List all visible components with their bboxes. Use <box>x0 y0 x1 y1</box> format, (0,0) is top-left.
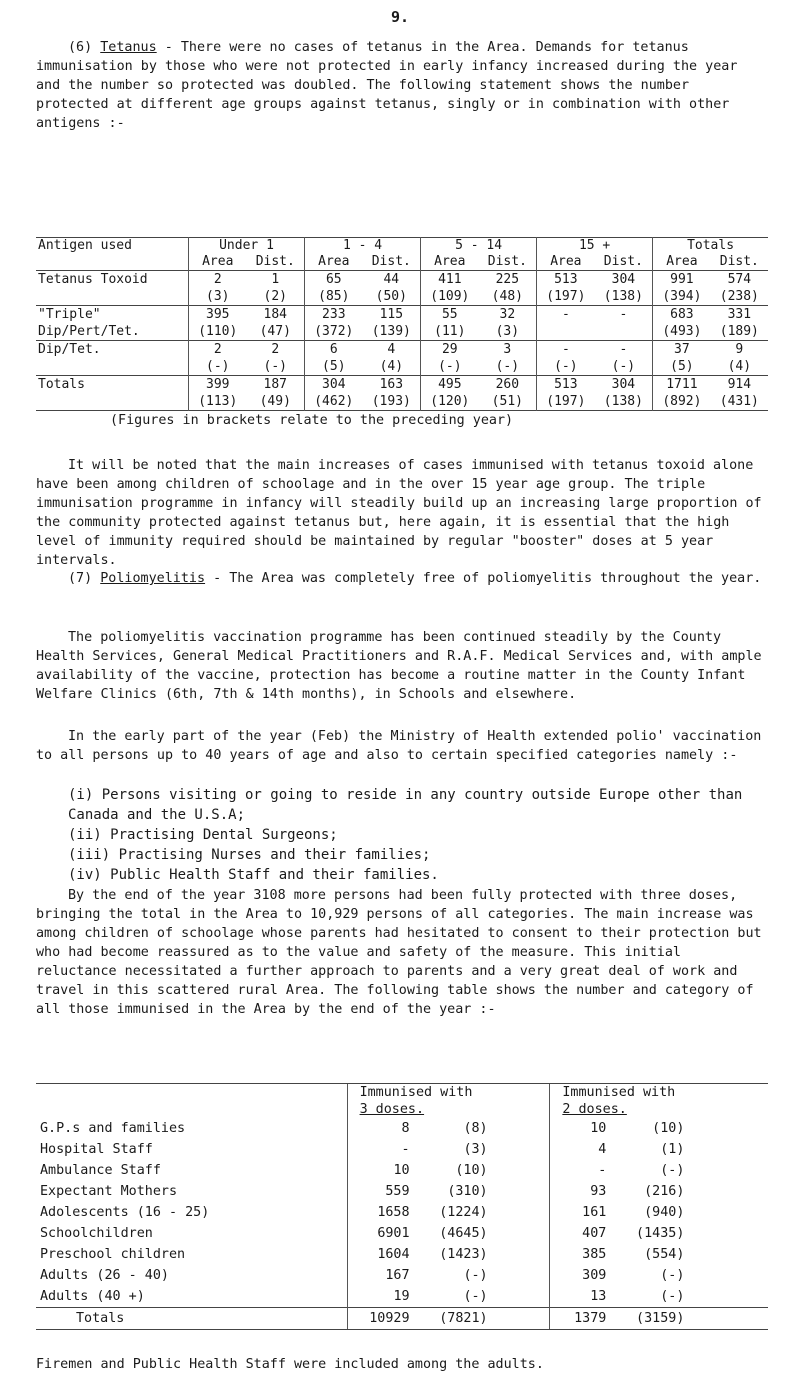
table-row-previous <box>36 358 768 376</box>
cell-previous: (431) <box>719 394 759 409</box>
cell-previous: (238) <box>719 289 759 304</box>
value-3-doses-previous: (-) <box>463 1289 488 1304</box>
cell-previous: (113) <box>189 393 247 411</box>
polio-heading-num: (7) <box>68 571 93 586</box>
cell-current: 1 <box>271 272 280 287</box>
page-number: 9. <box>390 8 410 26</box>
value-2-doses: 4 <box>598 1142 607 1157</box>
value-3-doses: 10929 <box>369 1311 410 1326</box>
value-2-doses: - <box>598 1163 607 1178</box>
cell-current: 304 <box>305 376 363 394</box>
value-3-doses-previous: (3) <box>463 1142 488 1157</box>
row-label: Preschool children <box>40 1247 186 1262</box>
cell-current: 4 <box>387 342 396 357</box>
cell-previous: (11) <box>421 323 479 341</box>
cell-current: 513 <box>537 376 595 394</box>
cell-previous: (193) <box>371 394 411 409</box>
cell-current: 399 <box>189 376 247 394</box>
table-row-previous <box>36 323 768 341</box>
row-label: Expectant Mothers <box>40 1184 178 1199</box>
sub-header-dist: Dist. <box>255 254 295 269</box>
polio-paragraph-1: The poliomyelitis vaccination programme has been continued steadily by the County Health Services, General Medical Practitioners and R.A.F. Medical Services and, with ample availability of the vaccine, protection has become a routine matter in the County Infant Welfare Clinics (6th, 7th & 14th months), in Schools and elsewhere. <box>36 630 762 702</box>
cell-current: 6 <box>305 341 363 359</box>
value-2-doses: 93 <box>590 1184 607 1199</box>
value-2-doses-previous: (940) <box>644 1205 685 1220</box>
sub-header-area: Area <box>537 254 595 271</box>
cell-previous: (892) <box>653 393 711 411</box>
value-3-doses-previous: (8) <box>463 1121 488 1136</box>
sub-header-dist: Dist. <box>719 254 759 269</box>
group-header-under1: Under 1 <box>189 238 305 255</box>
cell-previous <box>595 323 653 341</box>
table-row <box>36 1265 768 1286</box>
cell-previous: (4) <box>727 359 752 374</box>
value-3-doses-previous: (10) <box>455 1163 488 1178</box>
cell-current: 683 <box>653 306 711 324</box>
cell-current: 991 <box>653 271 711 289</box>
value-2-doses-previous: (-) <box>660 1163 685 1178</box>
sub-header-area: Area <box>305 254 363 271</box>
cell-previous: (5) <box>653 358 711 376</box>
cell-current: 2 <box>189 341 247 359</box>
table-row <box>36 1286 768 1308</box>
value-3-doses-previous: (7821) <box>439 1311 488 1326</box>
cell-current: 225 <box>495 272 520 287</box>
row-label-2: Dip/Pert/Tet. <box>38 324 140 339</box>
cell-previous: (138) <box>603 289 643 304</box>
table-row <box>36 376 768 394</box>
polio-intro-text: - The Area was completely free of poliomyelitis throughout the year. <box>205 571 762 586</box>
table-row <box>36 341 768 359</box>
totals-row <box>36 1308 768 1330</box>
cell-current: 304 <box>611 377 636 392</box>
value-3-doses-previous: (1224) <box>439 1205 488 1220</box>
value-2-doses-previous: (1) <box>660 1142 685 1157</box>
cell-previous: (394) <box>653 288 711 306</box>
value-2-doses: 385 <box>582 1247 607 1262</box>
cell-previous: (197) <box>537 393 595 411</box>
cell-previous: (85) <box>305 288 363 306</box>
cell-current: 260 <box>495 377 520 392</box>
tetanus-heading: Tetanus <box>100 40 157 55</box>
value-3-doses: - <box>401 1142 410 1157</box>
row-label-2 <box>36 393 189 411</box>
group-header-totals: Totals <box>653 238 768 255</box>
cell-previous: (3) <box>189 288 247 306</box>
polio-footnote: Firemen and Public Health Staff were included among the adults. <box>36 1357 544 1372</box>
tetanus-heading-num: (6) <box>68 40 93 55</box>
tetanus-paragraph-2: It will be noted that the main increases of cases immunised with tetanus toxoid alone have been among children of schoolage and in the over 15 year age group. The triple immunisation programme in infancy will steadily build up an increasing large proportion of the community protected against tetanus but, here again, it is essential that the high level of immunity required should be maintained by regular "booster" doses at 5 year intervals. <box>36 458 762 568</box>
cell-current: 37 <box>653 341 711 359</box>
group-header-1-4: 1 - 4 <box>305 238 421 255</box>
list-item: (ii) Practising Dental Surgeons; <box>68 827 338 843</box>
col-header-3-doses-a: Immunised with <box>347 1084 550 1102</box>
cell-current: 187 <box>263 377 288 392</box>
sub-header-dist: Dist. <box>371 254 411 269</box>
row-label: G.P.s and families <box>40 1121 186 1136</box>
value-3-doses: 8 <box>401 1121 410 1136</box>
value-3-doses: 167 <box>385 1268 410 1283</box>
polio-heading: Poliomyelitis <box>100 571 206 586</box>
sub-header-area: Area <box>421 254 479 271</box>
value-3-doses: 1658 <box>377 1205 410 1220</box>
cell-previous: (189) <box>719 324 759 339</box>
polio-paragraph-2: In the early part of the year (Feb) the Ministry of Health extended polio' vaccination to all persons up to 40 years of age and also to certain specified categories namely :- <box>36 729 762 763</box>
col-header-3-doses-b: 3 doses. <box>347 1101 550 1118</box>
cell-current: 233 <box>305 306 363 324</box>
value-2-doses-previous: (-) <box>660 1268 685 1283</box>
cell-current: 55 <box>421 306 479 324</box>
cell-previous: (-) <box>263 359 288 374</box>
value-2-doses: 161 <box>582 1205 607 1220</box>
cell-current: 2 <box>271 342 280 357</box>
cell-current: 1711 <box>653 376 711 394</box>
table-row <box>36 1160 768 1181</box>
value-3-doses: 6901 <box>377 1226 410 1241</box>
cell-previous: (3) <box>495 324 520 339</box>
cell-current: 29 <box>421 341 479 359</box>
row-label: Adolescents (16 - 25) <box>40 1205 210 1220</box>
cell-current: 65 <box>305 271 363 289</box>
value-3-doses: 559 <box>385 1184 410 1199</box>
value-2-doses-previous: (-) <box>660 1289 685 1304</box>
table-row <box>36 1139 768 1160</box>
cell-previous: (-) <box>189 358 247 376</box>
row-label: "Triple" <box>38 307 101 322</box>
cell-current: - <box>619 307 628 322</box>
value-2-doses: 309 <box>582 1268 607 1283</box>
cell-current: 32 <box>499 307 516 322</box>
cell-current: 495 <box>421 376 479 394</box>
list-item: (i) Persons visiting or going to reside in any country outside Europe other than Canada and the U.S.A; <box>68 787 743 823</box>
cell-previous: (4) <box>379 359 404 374</box>
group-header-5-14: 5 - 14 <box>421 238 537 255</box>
value-2-doses: 10 <box>590 1121 607 1136</box>
cell-previous: (-) <box>495 359 520 374</box>
cell-previous: (5) <box>305 358 363 376</box>
table-row <box>36 1181 768 1202</box>
table-row <box>36 306 768 324</box>
value-3-doses: 1604 <box>377 1247 410 1262</box>
cell-previous: (120) <box>421 393 479 411</box>
cell-current: - <box>619 342 628 357</box>
tetanus-intro <box>36 38 766 133</box>
cell-previous: (51) <box>491 394 523 409</box>
value-2-doses-previous: (216) <box>644 1184 685 1199</box>
cell-previous: (48) <box>491 289 523 304</box>
cell-previous: (110) <box>189 323 247 341</box>
row-label: Hospital Staff <box>40 1142 153 1157</box>
cell-current: - <box>537 341 595 359</box>
value-2-doses: 1379 <box>574 1311 607 1326</box>
polio-paragraph-3: By the end of the year 3108 more persons had been fully protected with three doses, bringing the total in the Area to 10,929 persons of all categories. The main increase was among children of schoolage whose parents had hesitated to consent to their protection but who had become reassured as to the value and safety of the measure. This initial reluctance necessitated a further approach to parents and a very great deal of work and travel in this scattered rural Area. The following table shows the number and category of all those immunised in the Area by the end of the year :- <box>36 888 762 1017</box>
row-label: Totals <box>38 377 85 392</box>
table-row <box>36 271 768 289</box>
row-label: Totals <box>36 1308 347 1330</box>
cell-current: - <box>537 306 595 324</box>
antigen-col-header: Antigen used <box>38 238 132 253</box>
cell-current: 9 <box>735 342 744 357</box>
cell-current: 3 <box>503 342 512 357</box>
cell-previous: (462) <box>305 393 363 411</box>
value-2-doses-previous: (3159) <box>636 1311 685 1326</box>
table-note: (Figures in brackets relate to the preceding year) <box>110 413 514 428</box>
value-2-doses-previous: (1435) <box>636 1226 685 1241</box>
col-header-2-doses-b: 2 doses. <box>550 1101 768 1118</box>
cell-previous: (47) <box>259 324 291 339</box>
value-2-doses-previous: (554) <box>644 1247 685 1262</box>
row-label: Tetanus Toxoid <box>38 272 148 287</box>
cell-current: 331 <box>727 307 752 322</box>
cell-current: 44 <box>383 272 400 287</box>
table-row <box>36 1244 768 1265</box>
value-2-doses: 13 <box>590 1289 607 1304</box>
cell-current: 304 <box>611 272 636 287</box>
cell-previous: (138) <box>603 394 643 409</box>
row-label: Dip/Tet. <box>38 342 101 357</box>
cell-previous: (372) <box>305 323 363 341</box>
row-label-2 <box>36 288 189 306</box>
cell-previous: (2) <box>263 289 288 304</box>
cell-current: 163 <box>379 377 404 392</box>
value-3-doses: 19 <box>393 1289 410 1304</box>
cell-current: 184 <box>263 307 288 322</box>
tetanus-table <box>36 237 768 411</box>
value-3-doses-previous: (1423) <box>439 1247 488 1262</box>
cell-previous: (50) <box>375 289 407 304</box>
table-row-previous <box>36 288 768 306</box>
cell-current: 2 <box>189 271 247 289</box>
value-3-doses: 10 <box>393 1163 410 1178</box>
sub-header-dist: Dist. <box>603 254 643 269</box>
cell-previous: (139) <box>371 324 411 339</box>
sub-header-area: Area <box>653 254 711 271</box>
value-3-doses-previous: (310) <box>447 1184 488 1199</box>
table-row <box>36 1202 768 1223</box>
cell-previous: (49) <box>259 394 291 409</box>
value-3-doses-previous: (4645) <box>439 1226 488 1241</box>
cell-previous: (-) <box>611 359 636 374</box>
cell-current: 115 <box>379 307 404 322</box>
table-row <box>36 1118 768 1139</box>
cell-previous: (-) <box>537 358 595 376</box>
row-label: Ambulance Staff <box>40 1163 161 1178</box>
value-2-doses: 407 <box>582 1226 607 1241</box>
row-label-2 <box>36 358 189 376</box>
sub-header-dist: Dist. <box>487 254 527 269</box>
cell-current: 411 <box>421 271 479 289</box>
sub-header-area: Area <box>189 254 247 271</box>
cell-current: 395 <box>189 306 247 324</box>
cell-previous: (197) <box>537 288 595 306</box>
cell-current: 914 <box>727 377 752 392</box>
row-label: Schoolchildren <box>40 1226 153 1241</box>
cell-previous <box>537 323 595 341</box>
col-header-2-doses-a: Immunised with <box>550 1084 768 1102</box>
polio-intro <box>36 569 766 588</box>
cell-previous: (493) <box>653 323 711 341</box>
table-row-previous <box>36 393 768 411</box>
list-item: (iii) Practising Nurses and their families; <box>68 847 431 863</box>
cell-previous: (109) <box>421 288 479 306</box>
value-3-doses-previous: (-) <box>463 1268 488 1283</box>
list-item: (iv) Public Health Staff and their families. <box>68 867 439 883</box>
row-label: Adults (26 - 40) <box>40 1268 169 1283</box>
categories-list <box>68 785 768 885</box>
group-header-15plus: 15 + <box>537 238 653 255</box>
row-label: Adults (40 +) <box>40 1289 145 1304</box>
value-2-doses-previous: (10) <box>652 1121 685 1136</box>
cell-current: 574 <box>727 272 752 287</box>
cell-previous: (-) <box>421 358 479 376</box>
table-row <box>36 1223 768 1244</box>
cell-current: 513 <box>537 271 595 289</box>
tetanus-intro-text: - There were no cases of tetanus in the Area. Demands for tetanus immunisation by those who were not protected in early infancy increased during the year and the number so protected was doubled. The following statement shows the number protected at different age groups against tetanus, singly or in combination with other antigens :- <box>36 40 738 131</box>
polio-table <box>36 1083 768 1330</box>
